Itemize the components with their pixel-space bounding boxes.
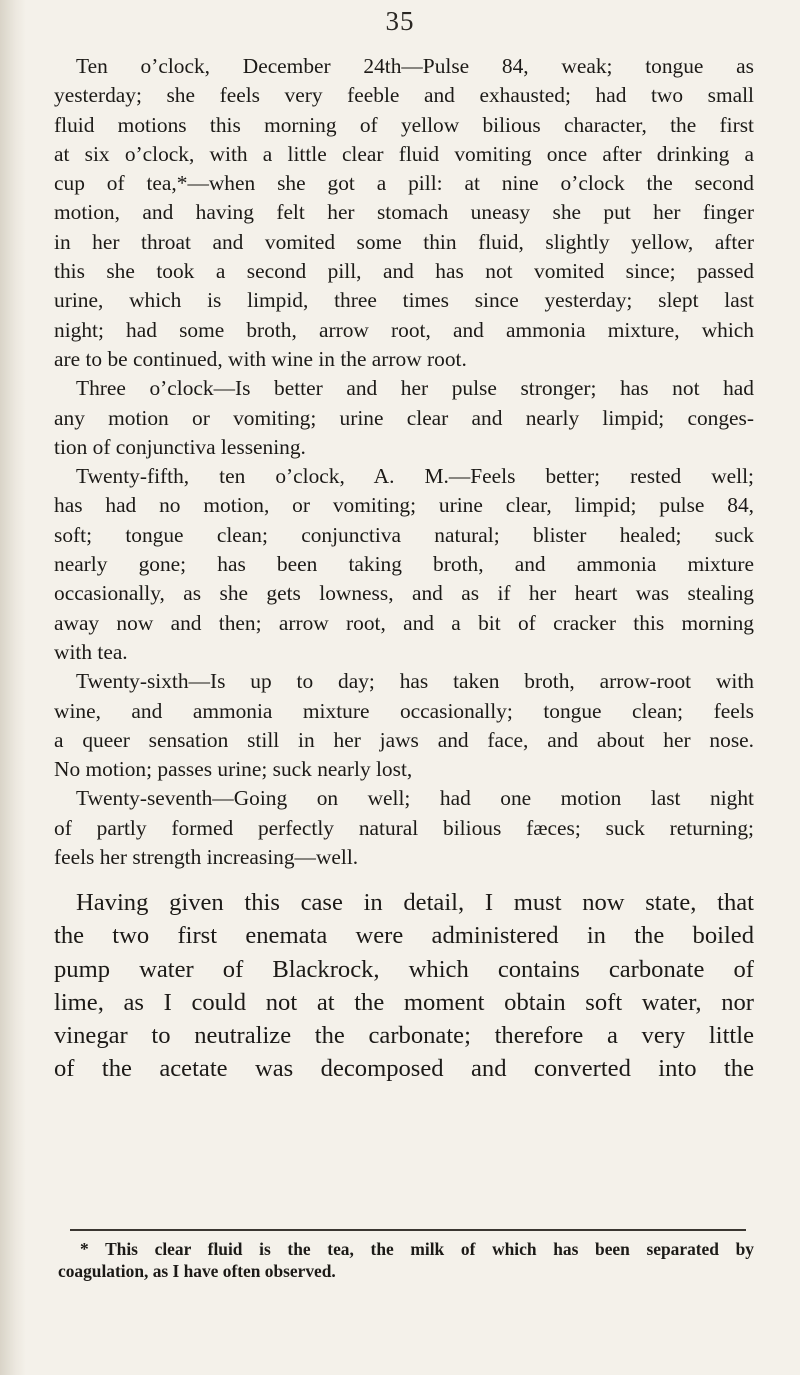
page-number: 35 (385, 6, 415, 36)
text-line: vinegar to neutralize the carbonate; therefore a very little (54, 1022, 754, 1050)
text-line: Three o’clock—Is better and her pulse stronger; has not had (76, 376, 754, 401)
text-line: a queer sensation still in her jaws and face, and about her nose. (54, 727, 754, 752)
footnote-divider (70, 1229, 746, 1231)
case-notes-text (54, 52, 754, 872)
text-line: away now and then; arrow root, and a bit of cracker this morning (54, 610, 754, 635)
text-line: of the acetate was decomposed and converted into the (54, 1055, 754, 1083)
text-line: tion of conjunctiva lessening. (54, 434, 306, 459)
text-line: occasionally, as she gets lowness, and as if her heart was stealing (54, 581, 754, 606)
text-line: in her throat and vomited some thin fluid, slightly yellow, after (54, 229, 754, 254)
text-line: yesterday; she feels very feeble and exhausted; had two small (54, 83, 754, 108)
text-line: any motion or vomiting; urine clear and nearly limpid; conges- (54, 405, 754, 430)
text-line: night; had some broth, arrow root, and ammonia mixture, which (54, 317, 754, 342)
text-line: pump water of Blackrock, which contains carbonate of (54, 955, 754, 983)
footnote (58, 1238, 754, 1282)
footnote-line: * This clear fluid is the tea, the milk of which has been separated by (80, 1239, 754, 1259)
text-line: Ten o’clock, December 24th—Pulse 84, weak; tongue as (76, 54, 754, 78)
text-line: Twenty-fifth, ten o’clock, A. M.—Feels better; rested well; (76, 464, 754, 489)
text-line: has had no motion, or vomiting; urine clear, limpid; pulse 84, (54, 493, 754, 518)
text-line: No motion; passes urine; suck nearly lost, (54, 757, 413, 782)
text-line: lime, as I could not at the moment obtain soft water, nor (54, 988, 754, 1016)
text-line: Twenty-sixth—Is up to day; has taken broth, arrow-root with (76, 669, 754, 694)
text-line: cup of tea,*—when she got a pill: at nine o’clock the second (54, 171, 754, 196)
footnote-line: coagulation, as I have often observed. (58, 1261, 336, 1281)
text-line: Twenty-seventh—Going on well; had one motion last night (76, 786, 754, 811)
text-line: feels her strength increasing—well. (54, 845, 359, 870)
text-line: nearly gone; has been taking broth, and ammonia mixture (54, 552, 754, 577)
text-line: urine, which is limpid, three times since yesterday; slept last (54, 288, 754, 313)
text-line: with tea. (54, 639, 128, 664)
author-commentary (54, 886, 754, 1086)
page-binding-edge (0, 0, 26, 1375)
text-line: of partly formed perfectly natural bilious fæces; suck returning; (54, 815, 754, 840)
text-line: the two first enemata were administered in the boiled (54, 922, 754, 950)
text-line: Having given this case in detail, I must now state, that (76, 889, 754, 916)
text-line: this she took a second pill, and has not vomited since; passed (54, 259, 754, 284)
text-line: soft; tongue clean; conjunctiva natural; blister healed; suck (54, 522, 754, 547)
text-line: at six o’clock, with a little clear fluid vomiting once after drinking a (54, 141, 754, 166)
text-line: wine, and ammonia mixture occasionally; tongue clean; feels (54, 698, 754, 723)
text-line: are to be continued, with wine in the arrow root. (54, 346, 467, 371)
text-line: fluid motions this morning of yellow bilious character, the first (54, 112, 754, 137)
text-line: motion, and having felt her stomach uneasy she put her finger (54, 200, 754, 225)
